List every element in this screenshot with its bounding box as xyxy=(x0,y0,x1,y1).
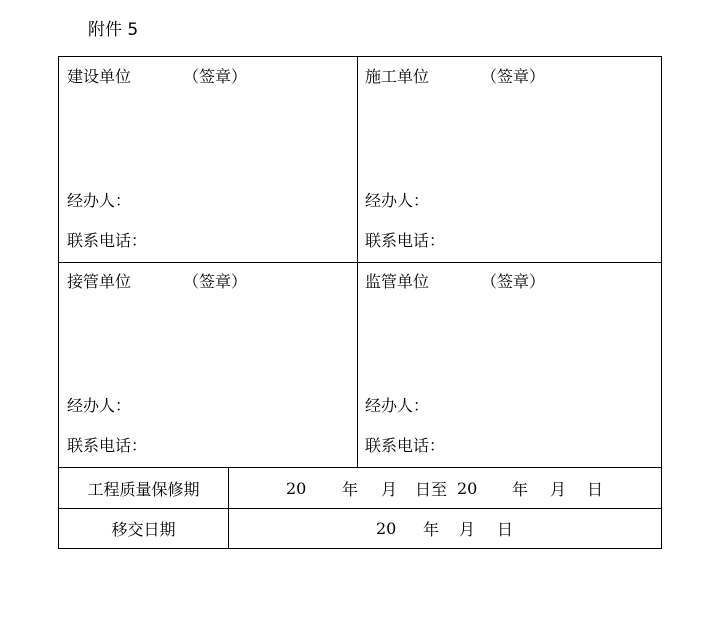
warranty-day-to-text: 日至 xyxy=(415,479,448,499)
handover-year-text: 年 xyxy=(423,520,440,539)
party-handler-label: 经办人： xyxy=(365,191,430,210)
warranty-end-year-prefix: 20 xyxy=(457,478,478,498)
warranty-start-year-prefix: 20 xyxy=(286,478,307,498)
handover-month-text: 月 xyxy=(459,520,476,539)
warranty-year-text: 年 xyxy=(342,479,359,499)
divider-row-1 xyxy=(59,262,661,263)
handover-day-text: 日 xyxy=(497,520,514,539)
handover-form-table xyxy=(58,56,662,549)
party-seal-label: （签章） xyxy=(481,272,546,291)
warranty-label: 工程质量保修期 xyxy=(87,479,200,499)
attachment-label: 附件 5 xyxy=(88,20,139,40)
handover-date-label: 移交日期 xyxy=(111,520,176,539)
party-handler-label: 经办人： xyxy=(67,396,132,415)
party-seal-label: （签章） xyxy=(183,67,248,86)
party-seal-label: （签章） xyxy=(183,272,248,291)
party-handler-label: 经办人： xyxy=(67,191,132,210)
party-seal-label: （签章） xyxy=(481,67,546,86)
handover-year-prefix: 20 xyxy=(376,519,397,538)
party-unit-label: 监管单位 xyxy=(365,272,430,291)
party-phone-label: 联系电话： xyxy=(365,231,446,250)
handover-date-value xyxy=(229,509,661,548)
party-phone-label: 联系电话： xyxy=(365,436,446,455)
warranty-end-day-text: 日 xyxy=(587,479,604,499)
party-unit-label: 建设单位 xyxy=(67,67,132,86)
warranty-period-value xyxy=(229,468,661,508)
party-phone-label: 联系电话： xyxy=(67,436,148,455)
party-phone-label: 联系电话： xyxy=(67,231,148,250)
party-handler-label: 经办人： xyxy=(365,396,430,415)
warranty-end-year-text: 年 xyxy=(512,479,529,499)
party-unit-label: 施工单位 xyxy=(365,67,430,86)
warranty-month-text: 月 xyxy=(381,479,398,499)
party-unit-label: 接管单位 xyxy=(67,272,132,291)
warranty-end-month-text: 月 xyxy=(550,479,567,499)
